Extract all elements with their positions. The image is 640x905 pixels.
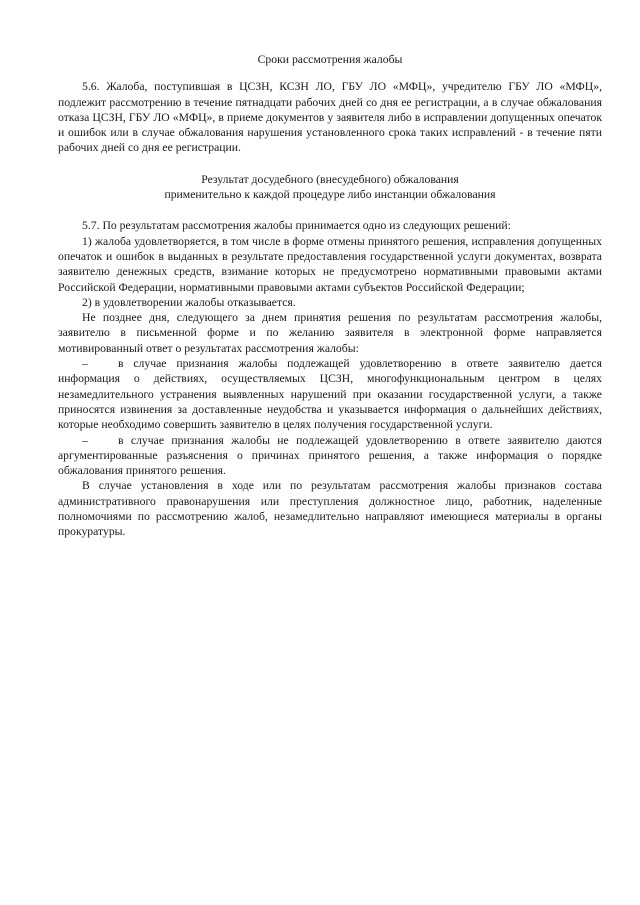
paragraph-5-6: 5.6. Жалоба, поступившая в ЦСЗН, КСЗН ЛО, ГБУ ЛО «МФЦ», учредителю ГБУ ЛО «МФЦ», подлежит рассмотрению в течение пятнадцати рабочих дней со дня ее регистрации, а в случае обжалования отказа ЦСЗН, ГБУ ЛО «МФЦ», в приеме документов у заявителя либо в исправлении допущенных опечаток и ошибок или в случае обжалования нарушения установленного срока таких исправлений - в течение пяти рабочих дней со дня ее регистрации. (58, 80, 602, 155)
paragraph-response: Не позднее дня, следующего за днем принятия решения по результатам рассмотрения жалобы, заявителю в письменной форме и по желанию заявителя в электронной форме направляется мотивированный ответ о результатах рассмотрения жалобы: (58, 311, 602, 355)
result-heading-line2: применительно к каждой процедуре либо инстанции обжалования (164, 188, 496, 202)
paragraph-5-7: 5.7. По результатам рассмотрения жалобы принимается одно из следующих решений: (82, 219, 511, 233)
dash-list-item-2 (58, 433, 602, 479)
result-heading (58, 172, 602, 203)
paragraph-prosecutor: В случае установления в ходе или по результатам рассмотрения жалобы признаков состава административного правонарушения или преступления должностное лицо, работник, наделенные полномочиями по рассмотрению жалоб, незамедлительно направляют имеющиеся материалы в органы прокуратуры. (58, 479, 602, 539)
dash-item-text: в случае признания жалобы подлежащей удовлетворению в ответе заявителю дается информация о действиях, осуществляемых ЦСЗН, многофункциональным центром в целях незамедлительного устранения выявленных нарушений при оказании государственной услуги, а также приносятся извинения за доставленные неудобства и указывается информация о дальнейших действиях, которые необходимо совершить заявителю в целях получения государственной услуги. (58, 357, 602, 432)
dash-list-item-1 (58, 356, 602, 432)
dash-item-text: в случае признания жалобы не подлежащей удовлетворению в ответе заявителю даются аргументированные разъяснения о причинах принятого решения, а также информация о порядке обжалования принятого решения. (58, 433, 602, 478)
dash-marker: – (82, 357, 88, 371)
decision-item-2: 2) в удовлетворении жалобы отказывается. (82, 295, 296, 309)
dash-marker: – (82, 433, 88, 447)
section-title: Сроки рассмотрения жалобы (257, 53, 403, 66)
result-heading-line1: Результат досудебного (внесудебного) обжалования (201, 172, 459, 186)
decision-item-1: 1) жалоба удовлетворяется, в том числе в форме отмены принятого решения, исправления допущенных опечаток и ошибок в выданных в результате предоставления государственной услуги документах, возврата заявителю денежных средств, взимание которых не предусмотрено нормативными правовыми актами Российской Федерации, нормативными правовыми актами субъектов Российской Федерации; (58, 234, 602, 294)
document-body (58, 52, 602, 540)
